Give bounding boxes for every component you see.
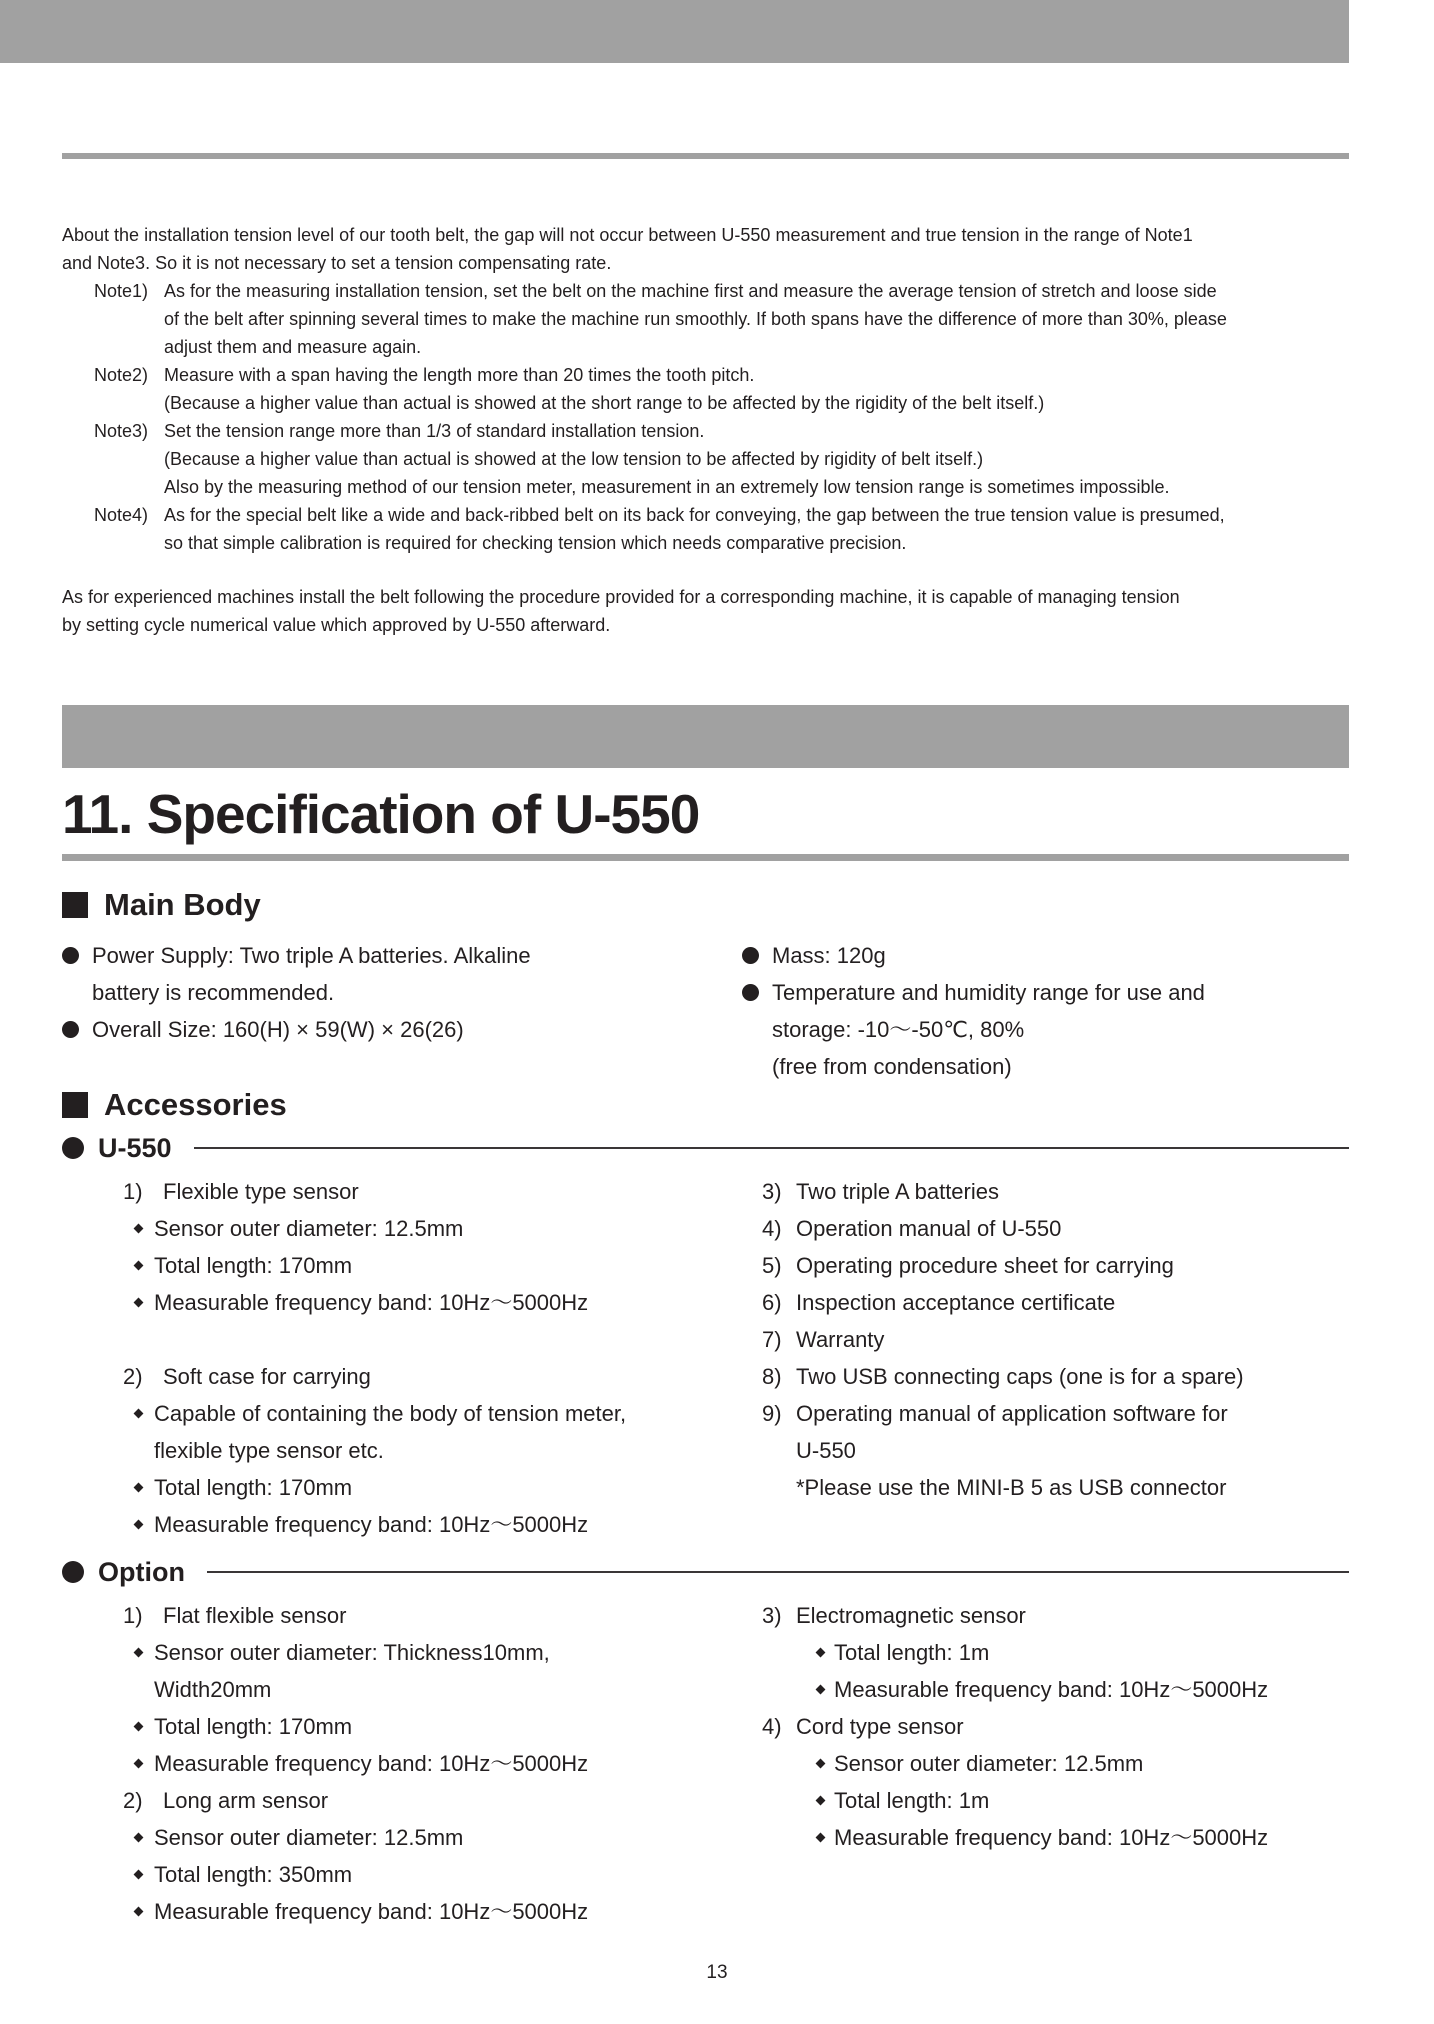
item-name: Flat flexible sensor (163, 1603, 347, 1628)
small-bullet-icon (816, 1833, 826, 1843)
sub-item (62, 1210, 742, 1247)
u550-left-column (62, 1173, 742, 1543)
option-left-column (62, 1597, 742, 1930)
circle-bullet-icon (62, 947, 79, 964)
section-title: 11. Specification of U-550 (62, 783, 700, 845)
spec-line: Power Supply: Two triple A batteries. Alkaline (92, 943, 531, 968)
small-bullet-icon (134, 1722, 144, 1732)
sub-item (62, 1856, 742, 1893)
sub-item (742, 1745, 1349, 1782)
item-name: Flexible type sensor (163, 1179, 359, 1204)
sub-item-text: Measurable frequency band: 10Hz〜5000Hz (154, 1751, 589, 1776)
sub-item (62, 1395, 742, 1469)
item-name: Operating procedure sheet for carrying (796, 1253, 1174, 1278)
item-name-continued: U-550 (796, 1438, 856, 1463)
note-label: Note3) (94, 421, 149, 441)
item-number: 4) (762, 1714, 782, 1739)
item-number: 2) (123, 1364, 143, 1389)
option-subheading (62, 1555, 1349, 1589)
item-number: 8) (762, 1364, 782, 1389)
sub-item-text: Sensor outer diameter: Thickness10mm, (154, 1640, 550, 1665)
sub-item-text: Sensor outer diameter: 12.5mm (154, 1825, 464, 1850)
main-body-columns (62, 937, 1349, 1085)
small-bullet-icon (134, 1298, 144, 1308)
note-label: Note2) (94, 365, 149, 385)
item-name: Operating manual of application software for (796, 1401, 1228, 1426)
list-item (742, 1247, 1349, 1284)
circle-bullet-icon (62, 1021, 79, 1038)
sub-item-text: Measurable frequency band: 10Hz〜5000Hz (154, 1899, 589, 1924)
item-name: Warranty (796, 1327, 885, 1352)
item-number: 1) (123, 1603, 143, 1628)
sub-item (62, 1745, 742, 1782)
sub-item-text: Sensor outer diameter: 12.5mm (154, 1216, 464, 1241)
item-number: 1) (123, 1179, 143, 1204)
rule-line (194, 1147, 1349, 1149)
list-item (62, 1358, 742, 1543)
note-line: (Because a higher value than actual is showed at the short range to be affected by the rigidity of the belt itself.) (164, 393, 1045, 413)
rule-line (207, 1571, 1349, 1573)
small-bullet-icon (134, 1520, 144, 1530)
sub-item (62, 1708, 742, 1745)
sub-item (742, 1671, 1349, 1708)
small-bullet-icon (134, 1870, 144, 1880)
note-item (62, 417, 1349, 501)
sub-item-text: Measurable frequency band: 10Hz〜5000Hz (154, 1512, 589, 1537)
paragraph-line: As for experienced machines install the belt following the procedure provided for a corresponding machine, it is capable of managing tension (62, 587, 1180, 607)
small-bullet-icon (816, 1648, 826, 1658)
item-name: Cord type sensor (796, 1714, 964, 1739)
item-number: 3) (762, 1179, 782, 1204)
note-line: Also by the measuring method of our tension meter, measurement in an extremely low tension range is sometimes impossible. (164, 477, 1170, 497)
spec-line: Overall Size: 160(H) × 59(W) × 26(26) (92, 1017, 464, 1042)
spec-bullet (62, 937, 742, 1011)
item-name: Operation manual of U-550 (796, 1216, 1062, 1241)
sub-item (742, 1819, 1349, 1856)
sub-item (742, 1782, 1349, 1819)
header-rule (62, 153, 1349, 159)
page-number: 13 (706, 1962, 728, 1983)
note-line: Set the tension range more than 1/3 of standard installation tension. (164, 421, 705, 441)
sub-item-text: Measurable frequency band: 10Hz〜5000Hz (154, 1290, 589, 1315)
note-line: Measure with a span having the length more than 20 times the tooth pitch. (164, 365, 755, 385)
subheading-label: Option (98, 1557, 185, 1587)
item-number: 3) (762, 1603, 782, 1628)
u550-subheading (62, 1131, 1349, 1165)
list-item (742, 1284, 1349, 1321)
note-line: (Because a higher value than actual is showed at the low tension to be affected by rigidity of belt itself.) (164, 449, 984, 469)
small-bullet-icon (134, 1224, 144, 1234)
square-bullet-icon (62, 892, 88, 918)
note-line: adjust them and measure again. (164, 337, 422, 357)
spec-line: storage: -10〜-50℃, 80% (772, 1017, 1025, 1042)
sub-item-text: Total length: 350mm (154, 1862, 353, 1887)
item-name: Soft case for carrying (163, 1364, 371, 1389)
sub-item (62, 1819, 742, 1856)
main-body-left-column (62, 937, 742, 1085)
item-number: 2) (123, 1788, 143, 1813)
small-bullet-icon (134, 1483, 144, 1493)
small-bullet-icon (134, 1759, 144, 1769)
list-item (62, 1173, 742, 1321)
small-bullet-icon (134, 1907, 144, 1917)
sub-item-text: Total length: 170mm (154, 1253, 353, 1278)
list-item (742, 1597, 1349, 1708)
note-line: As for the measuring installation tension, set the belt on the machine first and measure the average tension of stretch and loose side (164, 281, 1217, 301)
sub-item-text: Capable of containing the body of tension meter, (154, 1401, 627, 1426)
option-right-column (742, 1597, 1349, 1930)
list-item (742, 1321, 1349, 1358)
sub-item (62, 1284, 742, 1321)
note-label: Note4) (94, 505, 149, 525)
circle-bullet-icon (742, 947, 759, 964)
spec-bullet (62, 1011, 742, 1048)
paragraph-line: About the installation tension level of our tooth belt, the gap will not occur between U-550 measurement and true tension in the range of Note1 (62, 225, 1193, 245)
item-name: Two triple A batteries (796, 1179, 999, 1204)
section-band (62, 705, 1349, 768)
item-number: 4) (762, 1216, 782, 1241)
paragraph-line: by setting cycle numerical value which approved by U-550 afterward. (62, 615, 611, 635)
note-line: of the belt after spinning several times to make the machine run smoothly. If both spans have the difference of more than 30%, please (164, 309, 1227, 329)
small-bullet-icon (816, 1796, 826, 1806)
sub-item (742, 1634, 1349, 1671)
small-bullet-icon (134, 1409, 144, 1419)
item-name: Two USB connecting caps (one is for a spare) (796, 1364, 1244, 1389)
spec-line: battery is recommended. (92, 980, 335, 1005)
spec-line: (free from condensation) (772, 1054, 1012, 1079)
subheading-label: U-550 (98, 1133, 172, 1163)
note-label: Note1) (94, 281, 149, 301)
sub-item (62, 1469, 742, 1506)
u550-right-column (742, 1173, 1349, 1543)
note-item (62, 277, 1349, 361)
small-bullet-icon (134, 1261, 144, 1271)
note-item (62, 501, 1349, 557)
item-name: Inspection acceptance certificate (796, 1290, 1116, 1315)
paragraph-line: and Note3. So it is not necessary to set a tension compensating rate. (62, 253, 612, 273)
sub-item-text: Total length: 1m (834, 1640, 990, 1665)
sub-item (62, 1634, 742, 1708)
list-item (742, 1358, 1349, 1395)
u550-list (62, 1173, 1349, 1543)
accessories-heading (62, 1087, 1349, 1123)
note-line: As for the special belt like a wide and back-ribbed belt on its back for conveying, the gap between the true tension value is presumed, (164, 505, 1225, 525)
heading-label: Main Body (104, 887, 261, 922)
sub-item (62, 1506, 742, 1543)
spec-line: Mass: 120g (772, 943, 886, 968)
spec-bullet (742, 974, 1349, 1085)
small-bullet-icon (134, 1833, 144, 1843)
item-number: 5) (762, 1253, 782, 1278)
small-bullet-icon (816, 1685, 826, 1695)
sub-item-text: Total length: 1m (834, 1788, 990, 1813)
top-gray-bar (0, 0, 1349, 63)
item-name: Electromagnetic sensor (796, 1603, 1026, 1628)
main-body-right-column (742, 937, 1349, 1085)
small-bullet-icon (816, 1759, 826, 1769)
spec-line: Temperature and humidity range for use and (772, 980, 1205, 1005)
item-name: Long arm sensor (163, 1788, 329, 1813)
option-list (62, 1597, 1349, 1930)
list-item (742, 1173, 1349, 1210)
closing-paragraph (62, 583, 1349, 639)
item-number: 7) (762, 1327, 782, 1352)
sub-item-text: Measurable frequency band: 10Hz〜5000Hz (834, 1677, 1269, 1702)
sub-item (62, 1893, 742, 1930)
item-number: 9) (762, 1401, 782, 1426)
list-item (742, 1210, 1349, 1247)
item-note: *Please use the MINI-B 5 as USB connector (796, 1475, 1227, 1500)
main-body-heading (62, 887, 1349, 923)
small-bullet-icon (134, 1648, 144, 1658)
list-item (742, 1395, 1349, 1506)
intro-section (62, 221, 1349, 639)
title-underline (62, 854, 1349, 861)
sub-item (62, 1247, 742, 1284)
note-line: so that simple calibration is required for checking tension which needs comparative precision. (164, 533, 907, 553)
circle-bullet-icon (742, 984, 759, 1001)
sub-item-text: Measurable frequency band: 10Hz〜5000Hz (834, 1825, 1269, 1850)
heading-label: Accessories (104, 1087, 287, 1122)
sub-item-text: Width20mm (154, 1677, 272, 1702)
list-item (62, 1597, 742, 1782)
list-item (742, 1708, 1349, 1856)
circle-bullet-icon (62, 1561, 84, 1583)
sub-item-text: Sensor outer diameter: 12.5mm (834, 1751, 1144, 1776)
sub-item-text: Total length: 170mm (154, 1475, 353, 1500)
circle-bullet-icon (62, 1137, 84, 1159)
square-bullet-icon (62, 1092, 88, 1118)
sub-item-text: flexible type sensor etc. (154, 1438, 384, 1463)
item-number: 6) (762, 1290, 782, 1315)
note-item (62, 361, 1349, 417)
spec-bullet (742, 937, 1349, 974)
list-item (62, 1782, 742, 1930)
sub-item-text: Total length: 170mm (154, 1714, 353, 1739)
